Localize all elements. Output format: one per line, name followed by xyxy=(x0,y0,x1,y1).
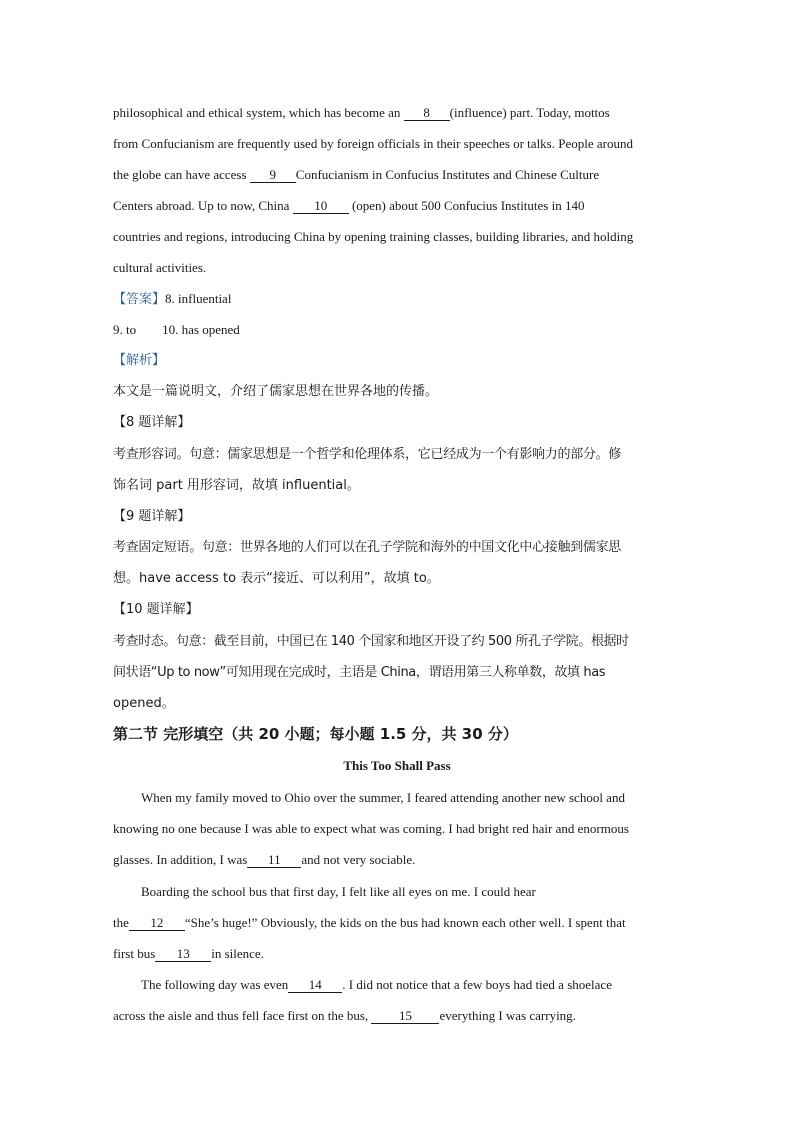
blank-13: 13 xyxy=(155,947,211,962)
blank-15: 15 xyxy=(371,1009,439,1024)
q9-explanation-1: 考查固定短语。句意：世界各地的人们可以在孔子学院和海外的中国文化中心接触到儒家思 xyxy=(113,540,622,555)
passage2-p2-line-1: Boarding the school bus that first day, I felt like all eyes on me. I could hear xyxy=(141,884,536,899)
analysis-summary: 本文是一篇说明文，介绍了儒家思想在世界各地的传播。 xyxy=(113,384,439,399)
passage-title: This Too Shall Pass xyxy=(343,758,451,773)
blank-8: 8 xyxy=(404,106,450,121)
q10-explanation-1: 考查时态。句意：截至目前，中国已在 140 个国家和地区开设了约 500 所孔子学院。根据时 xyxy=(113,634,629,649)
passage2-p2-line-2: the 12 “She’s huge!” Obviously, the kids on the bus had known each other well. I spent that xyxy=(113,915,626,930)
passage2-p1-line-3: glasses. In addition, I was 11 and not very sociable. xyxy=(113,852,416,867)
q10-label: 【10 题详解】 xyxy=(113,602,199,617)
answer-line: 【答案】8. influential xyxy=(113,291,232,307)
blank-12: 12 xyxy=(129,916,185,931)
answer-line-2: 9. to 10. has opened xyxy=(113,322,240,337)
passage1-line-1: philosophical and ethical system, which has become an 8 (influence) part. Today, mottos xyxy=(113,105,610,120)
analysis-label: 【解析】 xyxy=(113,353,166,368)
q10-explanation-3: opened。 xyxy=(113,696,175,711)
passage2-p2-line-3: first bus 13 in silence. xyxy=(113,946,264,961)
passage1-line-4: Centers abroad. Up to now, China 10 (open) about 500 Confucius Institutes in 140 xyxy=(113,198,585,213)
q8-explanation-2: 饰名词 part 用形容词，故填 influential。 xyxy=(113,478,360,493)
answer-label: 【答案】 xyxy=(113,292,166,307)
passage1-line-3: the globe can have access 9 Confucianism in Confucius Institutes and Chinese Culture xyxy=(113,167,600,182)
passage2-p1-line-2: knowing no one because I was able to expect what was coming. I had bright red hair and enormous xyxy=(113,821,629,836)
blank-11: 11 xyxy=(247,853,301,868)
q9-label: 【9 题详解】 xyxy=(113,509,191,524)
blank-10: 10 xyxy=(293,199,349,214)
passage1-line-6: cultural activities. xyxy=(113,260,207,275)
q9-explanation-2: 想。have access to 表示“接近、可以利用”，故填 to。 xyxy=(113,571,440,586)
blank-14: 14 xyxy=(288,978,342,993)
q8-explanation-1: 考查形容词。句意：儒家思想是一个哲学和伦理体系，它已经成为一个有影响力的部分。修 xyxy=(113,447,622,462)
section-heading: 第二节 完形填空（共 20 小题；每小题 1.5 分，共 30 分） xyxy=(113,725,518,743)
q10-explanation-2: 间状语“Up to now”可知用现在完成时，主语是 China，谓语用第三人称单数，故填 has xyxy=(113,665,606,680)
passage1-line-5: countries and regions, introducing China by opening training classes, building libraries, and holding xyxy=(113,229,634,244)
passage2-p3-line-1: The following day was even 14 . I did not notice that a few boys had tied a shoelace xyxy=(141,977,612,992)
passage1-line-2: from Confucianism are frequently used by foreign officials in their speeches or talks. People around xyxy=(113,136,633,151)
q8-label: 【8 题详解】 xyxy=(113,415,191,430)
blank-9: 9 xyxy=(250,168,296,183)
passage2-p3-line-2: across the aisle and thus fell face first on the bus, 15 everything I was carrying. xyxy=(113,1008,576,1023)
passage2-p1-line-1: When my family moved to Ohio over the summer, I feared attending another new school and xyxy=(141,790,625,805)
